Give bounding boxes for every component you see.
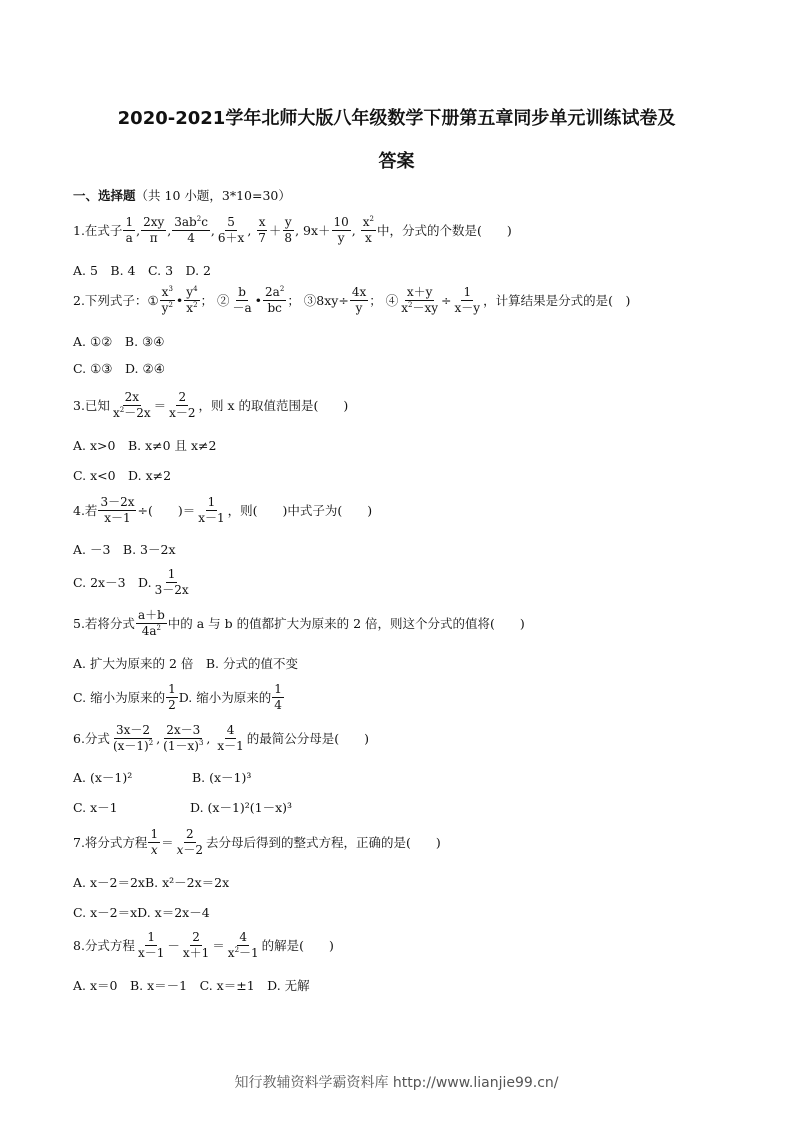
- page-title-line-2: 答案: [378, 151, 415, 172]
- question-6: 6.分式 $\frac{3x-2}{(x-1)^2}$ , $\frac{2x-3}{(1-x)^3}$ , $\frac{4}{x-1}$ 的最简公分母是( ): [73, 722, 370, 753]
- q6-option-b: B. (x－1)³: [192, 770, 252, 785]
- fraction: $\frac{5}{6+x}$: [217, 214, 245, 245]
- fraction: $\frac{3ab^2c}{4}$: [174, 214, 208, 245]
- fraction: $\frac{2a^2}{bc}$: [265, 284, 285, 315]
- fraction: $\frac{1}{x-y}$: [454, 284, 481, 315]
- q3-suffix: ，则 x 的取值范围是( ): [198, 398, 349, 413]
- fraction: $\frac{x^2}{x}$: [362, 214, 374, 245]
- fraction: $\frac{1}{x}$: [150, 826, 159, 857]
- q4-prefix: 4.若: [73, 503, 98, 518]
- fraction: $\frac{1}{3-2x}$: [154, 566, 189, 597]
- q8-suffix: 的解是( ): [261, 938, 334, 953]
- fraction: $\frac{y^4}{x^2}$: [186, 284, 198, 315]
- fraction: $\frac{1}{2}$: [168, 681, 176, 712]
- q3-prefix: 3.已知: [73, 398, 110, 413]
- q5-prefix: 5.若将分式: [73, 616, 135, 631]
- fraction: $\frac{1}{a}$: [125, 214, 134, 245]
- q6-prefix: 6.分式: [73, 731, 110, 746]
- question-2: 2.下列式子： ① $\frac{x^3}{y^2}$ • $\frac{y^4}{x^2}$ ； ② $\frac{b}{-a}$ • $\frac{2a^2}{bc}$ ； ③8xy÷ $\frac{4x}{y}$ ； ④ $\frac{x+y}{x^2-xy}$ ÷ $\frac{1}{x-y}$ ，计算结果是分式的是( ): [73, 284, 631, 315]
- section-note: （共 10 小题，3*10=30）: [135, 188, 291, 203]
- q7-options-2: C. x－2＝xD. x＝2x－4: [73, 905, 210, 920]
- page-title-line-1: 2020-2021学年北师大版八年级数学下册第五章同步单元训练试卷及: [117, 108, 676, 129]
- q8-prefix: 8.分式方程: [73, 938, 135, 953]
- q4-options-1: A. －3 B. 3－2x: [73, 542, 176, 557]
- fraction: $\frac{1}{x-1}$: [137, 929, 165, 960]
- fraction: $\frac{x}{7}$: [258, 214, 266, 245]
- q1-prefix: 1.在式子: [73, 223, 123, 238]
- q4-middle: ÷( )＝: [137, 503, 196, 518]
- q2-suffix: ，计算结果是分式的是( ): [483, 293, 631, 308]
- q5-options-2-row: [73, 677, 285, 717]
- fraction: $\frac{2}{x-2}$: [176, 826, 204, 857]
- q6-option-d: D. (x－1)²(1－x)³: [190, 800, 293, 815]
- q2-options-1: A. ①② B. ③④: [73, 334, 165, 349]
- q5-option-c: C. 缩小为原来的: [73, 690, 166, 705]
- q5-option-d: D. 缩小为原来的: [178, 690, 272, 705]
- fraction: $\frac{2x-3}{(1-x)^3}$: [163, 722, 204, 753]
- fraction: $\frac{b}{-a}$: [232, 284, 252, 315]
- fraction: $\frac{x^3}{y^2}$: [161, 284, 173, 315]
- question-8: 8.分式方程 $\frac{1}{x-1}$ － $\frac{2}{x+1}$ ＝ $\frac{4}{x^2-1}$ 的解是( ): [73, 929, 334, 960]
- q6-option-a: A. (x－1)²: [73, 770, 133, 785]
- question-4: [73, 490, 372, 530]
- q7-prefix: 7.将分式方程: [73, 835, 148, 850]
- q4-suffix: ，则( )中式子为( ): [227, 503, 373, 518]
- question-3: 3.已知 $\frac{2x}{x^2-2x}$ ＝ $\frac{2}{x-2}$ ，则 x 的取值范围是( ): [73, 389, 349, 420]
- fraction: $\frac{2x}{x^2-2x}$: [112, 389, 151, 420]
- fraction: $\frac{3-2x}{x-1}$: [100, 494, 135, 525]
- fraction: $\frac{2}{x-2}$: [169, 389, 196, 420]
- q6-option-c: C. x－1: [73, 800, 118, 815]
- fraction: $\frac{4}{x-1}$: [217, 722, 244, 753]
- footer-watermark: 知行教辅资料学霸资料库 http://www.lianjie99.cn/: [234, 1075, 559, 1091]
- fraction: $\frac{3x-2}{(x-1)^2}$: [112, 722, 154, 753]
- q4-options-2-row: [73, 562, 192, 602]
- fraction: $\frac{x+y}{x^2-xy}$: [401, 284, 439, 315]
- fraction: $\frac{a+b}{4a^2}$: [137, 607, 165, 638]
- fraction: $\frac{2xy}{\pi}$: [143, 214, 165, 245]
- fraction: $\frac{2}{x+1}$: [182, 929, 210, 960]
- q7-options-1: A. x－2＝2xB. x²－2x＝2x: [73, 875, 230, 890]
- fraction: $\frac{4}{x^2-1}$: [227, 929, 259, 960]
- q4-options-2: C. 2x－3 D.: [73, 575, 152, 590]
- question-1: 1.在式子 $\frac{1}{a}$ , $\frac{2xy}{\pi}$ , $\frac{3ab^2c}{4}$ , $\frac{5}{6+x}$ , $\frac{x}{7}$ ＋ $\frac{y}{8}$ , 9x＋ $\frac{10}{y}$ , $\frac{x^2}{x}$ 中，分式的个数是( ): [73, 214, 512, 245]
- q2-prefix: 2.下列式子：: [73, 293, 148, 308]
- q5-suffix: 中的 a 与 b 的值都扩大为原来的 2 倍，则这个分式的值将( ): [167, 616, 525, 631]
- fraction: $\frac{y}{8}$: [284, 214, 293, 245]
- q3-options-2: C. x<0 D. x≠2: [73, 468, 172, 483]
- fraction: $\frac{4x}{y}$: [351, 284, 367, 315]
- q2-options-2: C. ①③ D. ②④: [73, 361, 165, 376]
- q6-suffix: 的最简公分母是( ): [246, 731, 370, 746]
- fraction: $\frac{10}{y}$: [333, 214, 349, 245]
- section-heading: [73, 186, 291, 204]
- q5-options-1: A. 扩大为原来的 2 倍 B. 分式的值不变: [73, 656, 299, 671]
- q3-options-1: A. x>0 B. x≠0 且 x≠2: [73, 438, 217, 453]
- fraction: $\frac{1}{4}$: [274, 681, 282, 712]
- section-title: 一、选择题: [73, 188, 136, 203]
- question-7: 7.将分式方程 $\frac{1}{x}$ ＝ $\frac{2}{x-2}$ 去分母后得到的整式方程，正确的是( ): [73, 826, 441, 857]
- q1-options: A. 5 B. 4 C. 3 D. 2: [73, 263, 212, 278]
- question-5: [73, 603, 525, 643]
- q7-suffix: 去分母后得到的整式方程，正确的是( ): [206, 835, 441, 850]
- q8-options: A. x＝0 B. x＝－1 C. x＝±1 D. 无解: [73, 978, 310, 993]
- fraction: $\frac{1}{x-1}$: [198, 494, 225, 525]
- q1-suffix: 中，分式的个数是( ): [377, 223, 512, 238]
